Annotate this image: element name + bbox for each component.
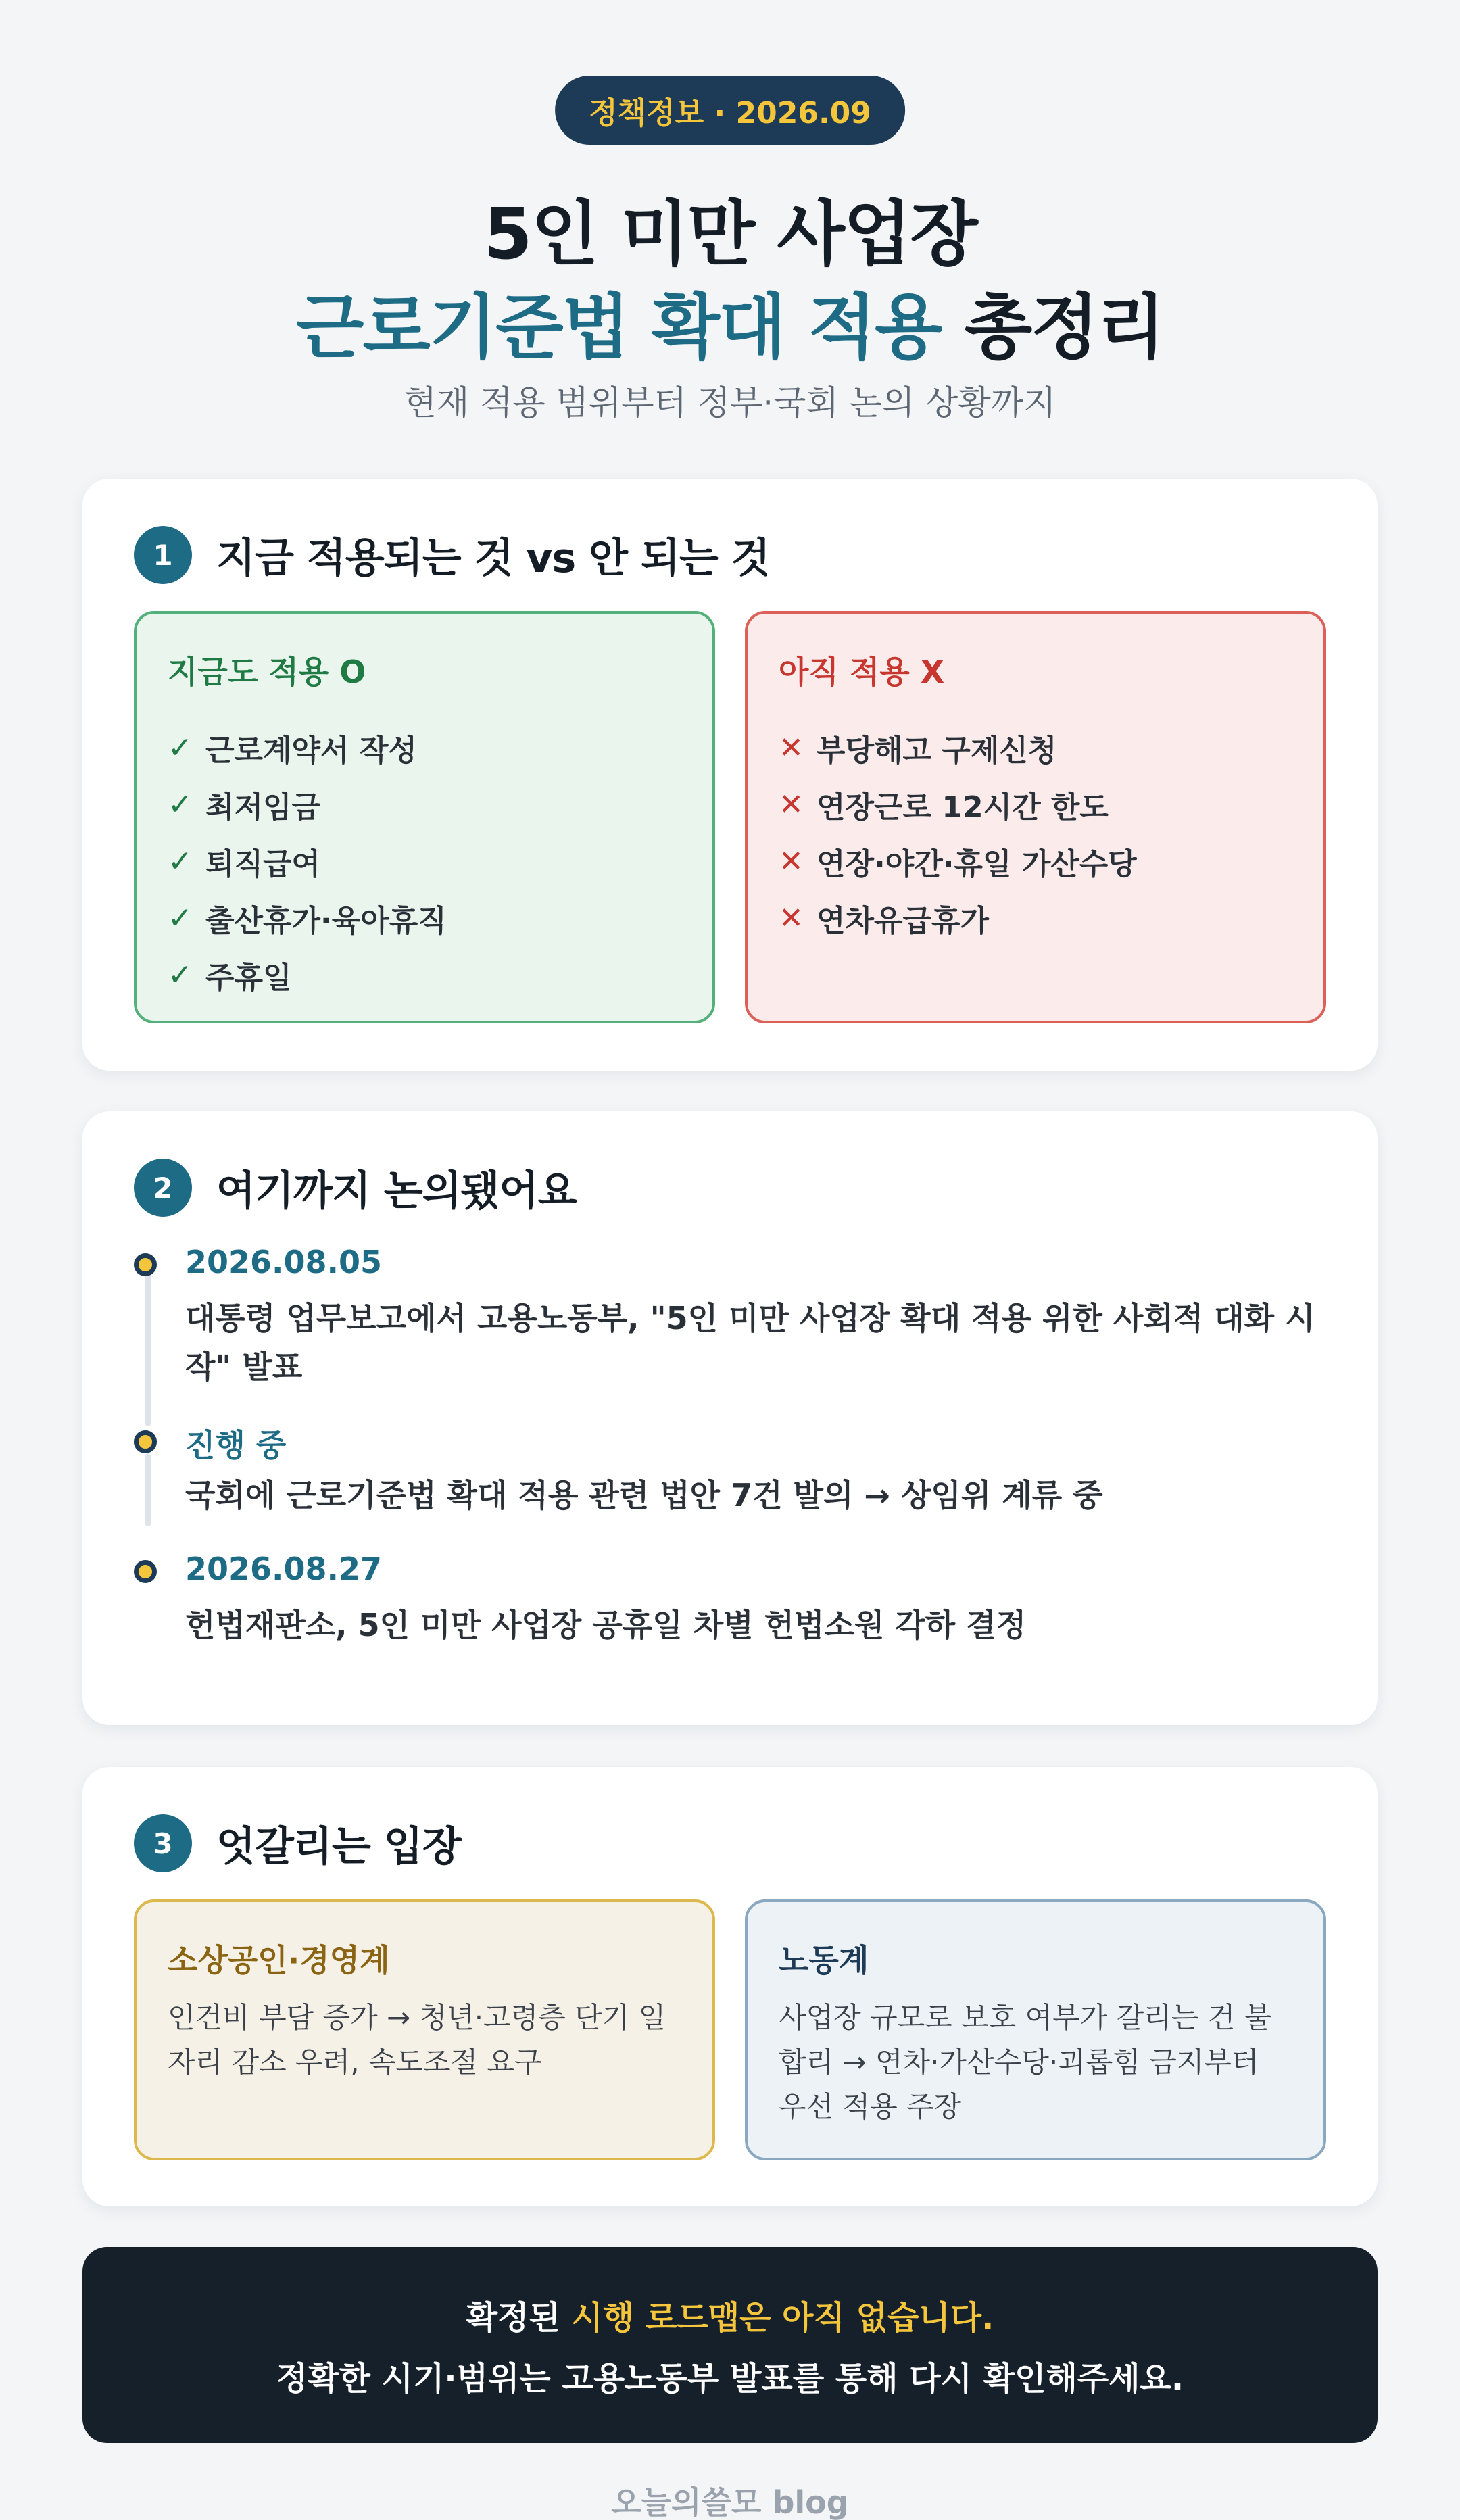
list-item-label: 퇴직급여 xyxy=(205,847,321,881)
list-item-label: 출산휴가·육아휴직 xyxy=(205,904,447,938)
not-applied-box xyxy=(745,611,1326,1023)
page-title-highlight: 근로기준법 확대 적용 xyxy=(295,286,942,368)
cross-icon: ✕ xyxy=(779,844,804,879)
check-icon: ✓ xyxy=(168,900,193,936)
timeline-text: 헌법재판소, 5인 미만 사업장 공휴일 차별 헌법소원 각하 결정 xyxy=(185,1607,1027,1643)
section-header xyxy=(134,1814,461,1872)
list-item-label: 주휴일 xyxy=(205,961,292,995)
section-number-badge: 2 xyxy=(134,1159,192,1217)
not-applied-box-title: 아직 적용 X xyxy=(779,654,945,690)
list-item xyxy=(168,719,447,776)
timeline-connector xyxy=(145,1453,151,1526)
section-title: 엇갈리는 입장 xyxy=(216,1823,461,1870)
business-position-text: 인건비 부담 증가 → 청년·고령층 단기 일자리 감소 우려, 속도조절 요구 xyxy=(168,2001,666,2079)
check-icon: ✓ xyxy=(168,957,193,992)
section-title: 지금 적용되는 것 vs 안 되는 것 xyxy=(216,535,770,582)
check-icon: ✓ xyxy=(168,844,193,879)
category-date-badge: 정책정보 · 2026.09 xyxy=(555,76,905,145)
list-item-label: 부당해고 구제신청 xyxy=(817,733,1057,768)
labor-position-title: 노동계 xyxy=(779,1942,869,1979)
cross-icon: ✕ xyxy=(779,900,804,936)
business-position-title: 소상공인·경영계 xyxy=(168,1942,390,1979)
page-title-line2 xyxy=(0,270,1460,372)
list-item-label: 최저임금 xyxy=(205,790,321,825)
timeline-connector xyxy=(145,1271,151,1426)
labor-position-text: 사업장 규모로 보호 여부가 갈리는 건 불합리 → 연차·가산수당·괴롭힘 금지부터 우선 적용 주장 xyxy=(779,2001,1272,2123)
list-item xyxy=(779,776,1137,833)
section-title: 여기까지 논의됐어요 xyxy=(216,1167,577,1215)
notice-line1-highlight: 시행 로드맵은 아직 없습니다. xyxy=(571,2299,994,2337)
labor-position-box xyxy=(745,1899,1326,2160)
notice-line1 xyxy=(82,2292,1378,2338)
notice-line1-prefix: 확정된 xyxy=(466,2299,572,2337)
check-icon: ✓ xyxy=(168,787,193,822)
timeline-date: 2026.08.05 xyxy=(185,1244,383,1280)
timeline-text: 국회에 근로기준법 확대 적용 관련 법안 7건 발의 → 상임위 계류 중 xyxy=(185,1477,1103,1513)
applied-box xyxy=(134,611,715,1023)
section-number-badge: 3 xyxy=(134,1814,192,1872)
section-header xyxy=(134,526,770,584)
section-applied-vs-not xyxy=(82,479,1378,1071)
applied-list xyxy=(168,719,447,1003)
page-title-rest: 총정리 xyxy=(964,286,1165,368)
list-item xyxy=(779,833,1137,890)
list-item-label: 근로계약서 작성 xyxy=(205,733,417,768)
timeline-date: 2026.08.27 xyxy=(185,1551,383,1587)
cross-icon: ✕ xyxy=(779,730,804,765)
list-item-label: 연장·야간·휴일 가산수당 xyxy=(817,847,1137,881)
applied-box-title: 지금도 적용 O xyxy=(168,654,366,690)
timeline-dot-icon xyxy=(134,1253,157,1276)
section-positions xyxy=(82,1767,1378,2206)
timeline-text: 대통령 업무보고에서 고용노동부, "5인 미만 사업장 확대 적용 위한 사회적 대화 시작" 발표 xyxy=(185,1300,1315,1385)
section-number-badge: 1 xyxy=(134,526,192,584)
timeline-dot-icon xyxy=(134,1560,157,1583)
list-item-label: 연차유급휴가 xyxy=(817,904,990,938)
list-item-label: 연장근로 12시간 한도 xyxy=(817,790,1109,825)
page-title-line1: 5인 미만 사업장 xyxy=(483,193,977,275)
business-position-box xyxy=(134,1899,715,2160)
list-item xyxy=(168,776,447,833)
list-item xyxy=(779,890,1137,946)
timeline-dot-icon xyxy=(134,1430,157,1453)
not-applied-list xyxy=(779,719,1137,946)
notice-line2: 정확한 시기·범위는 고용노동부 발표를 통해 다시 확인해주세요. xyxy=(276,2360,1184,2398)
list-item xyxy=(168,833,447,890)
blog-brand: 오늘의쓸모 blog xyxy=(611,2484,849,2520)
timeline-date: 진행 중 xyxy=(185,1427,287,1463)
list-item xyxy=(168,890,447,946)
check-icon: ✓ xyxy=(168,730,193,765)
list-item xyxy=(168,946,447,1003)
notice-banner xyxy=(82,2247,1378,2443)
cross-icon: ✕ xyxy=(779,787,804,822)
page-subtitle: 현재 적용 범위부터 정부·국회 논의 상황까지 xyxy=(404,383,1056,422)
list-item xyxy=(779,719,1137,776)
section-timeline xyxy=(82,1111,1378,1725)
section-header xyxy=(134,1159,577,1217)
